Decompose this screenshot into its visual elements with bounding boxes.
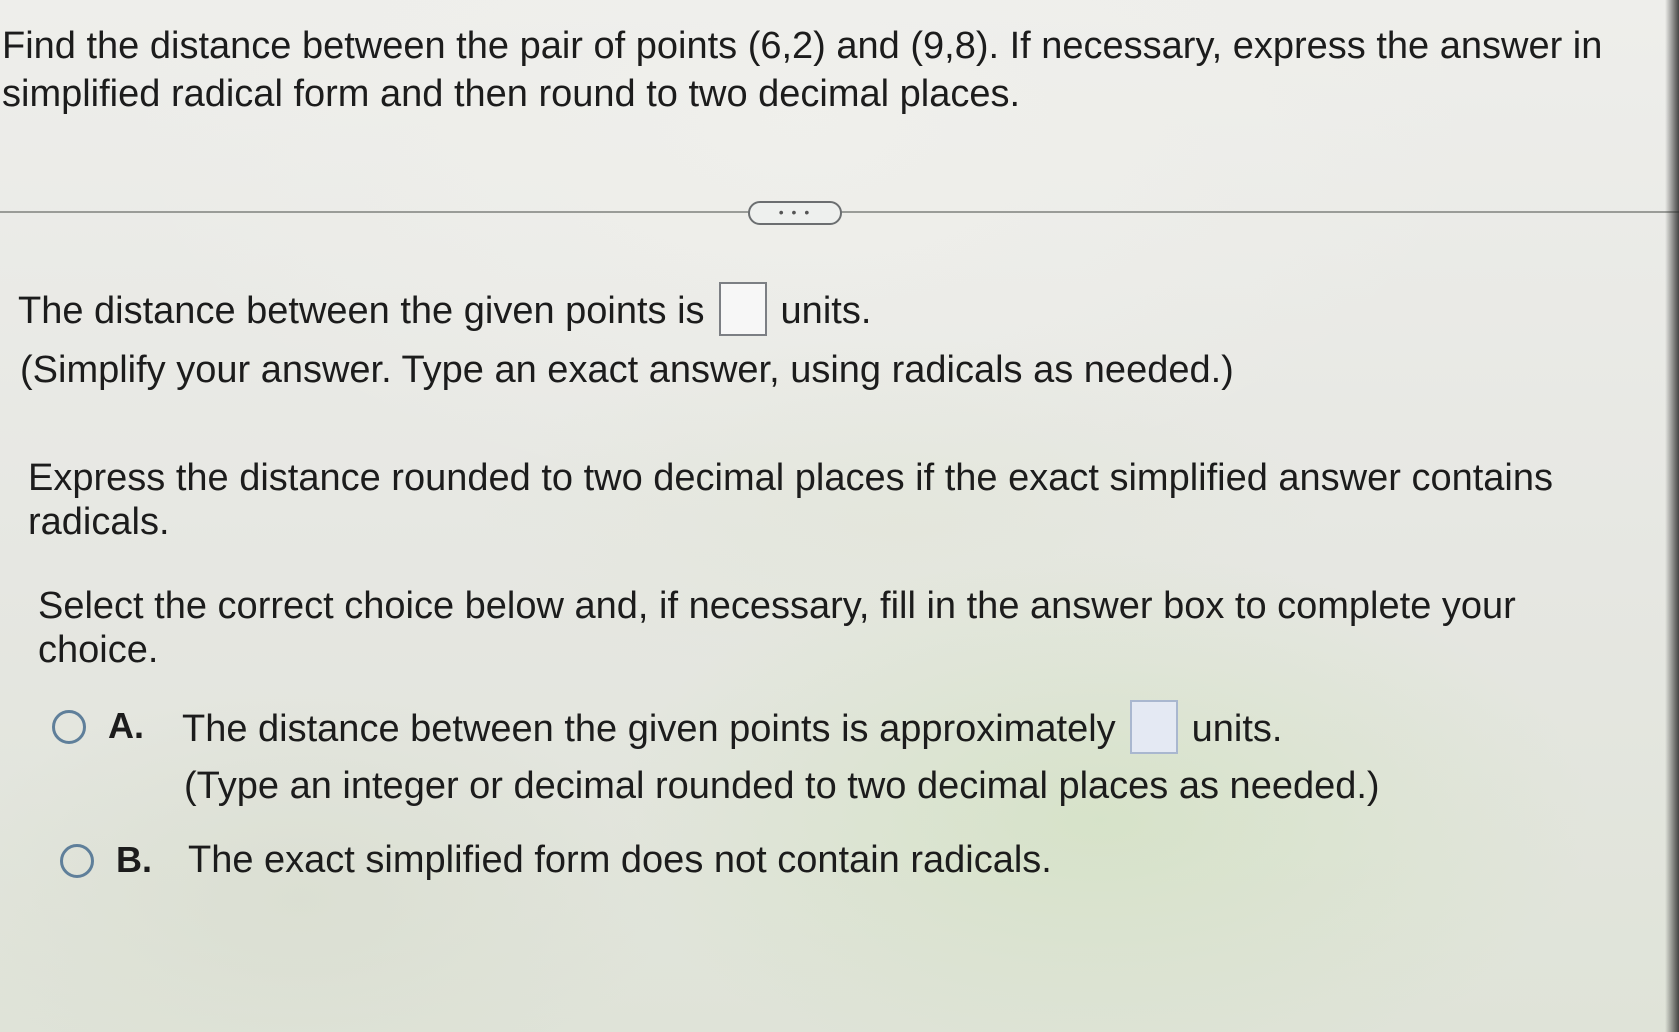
choice-a-row [182, 704, 1282, 758]
screen-bezel-edge [1665, 0, 1679, 1032]
choice-a-instruction: (Type an integer or decimal rounded to two decimal places as needed.) [184, 765, 1380, 807]
distance-prefix-text: The distance between the given points is [18, 290, 705, 333]
distance-answer-input[interactable] [719, 282, 767, 336]
choice-b-text: The exact simplified form does not contain radicals. [188, 839, 1052, 881]
question-text: Find the distance between the pair of points (6,2) and (9,8). If necessary, express the answer in simplified radical form and then round to two decimal places. [2, 25, 1603, 115]
choice-a-suffix-text: units. [1191, 708, 1283, 751]
choice-a-letter: A. [108, 705, 144, 746]
select-choice-prompt: Select the correct choice below and, if necessary, fill in the answer box to complete your choice. [38, 585, 1516, 671]
distance-instruction: (Simplify your answer. Type an exact answer, using radicals as needed.) [20, 349, 1234, 391]
rounding-prompt: Express the distance rounded to two decimal places if the exact simplified answer contains radicals. [28, 457, 1554, 543]
choice-b-radio[interactable] [60, 844, 94, 878]
choice-a-prefix-text: The distance between the given points is approximately [182, 708, 1116, 751]
choice-b-letter: B. [116, 839, 152, 880]
distance-answer-row [18, 286, 871, 340]
choice-a-radio[interactable] [52, 710, 86, 744]
expand-button[interactable]: • • • [748, 201, 842, 225]
distance-suffix-text: units. [780, 290, 872, 333]
choice-a-answer-input[interactable] [1130, 700, 1178, 754]
